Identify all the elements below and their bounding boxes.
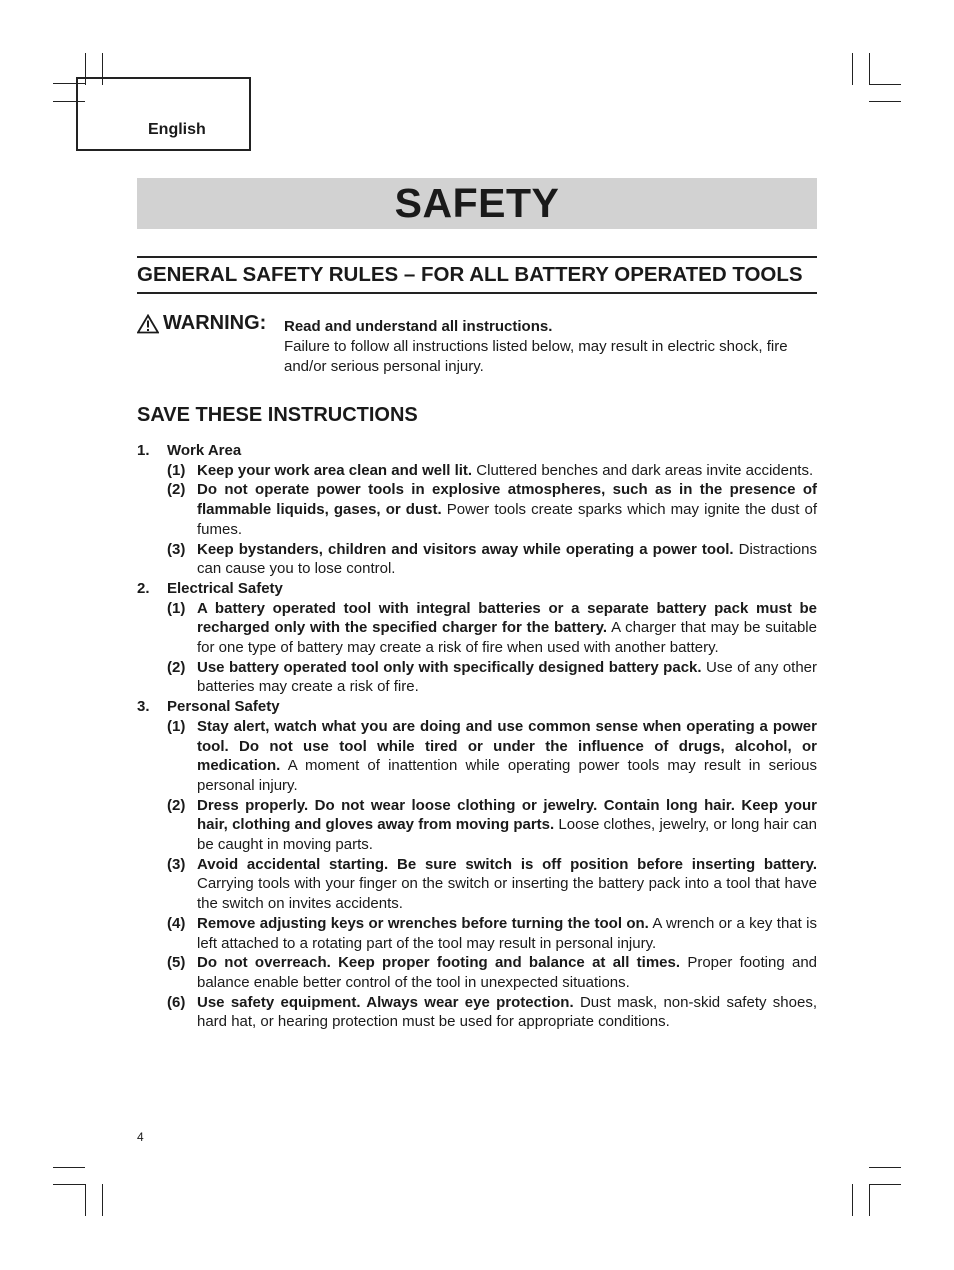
item-number: (1) [167, 599, 186, 617]
crop-mark [53, 1184, 85, 1185]
item-number: (6) [167, 993, 186, 1011]
item-text: A charger that may be suitable for one type of battery may create a risk of fire when used with another battery. [197, 619, 817, 657]
item-text: Dust mask, non-skid safety shoes, hard hat, or hearing protection must be used for appropriate conditions. [197, 993, 817, 1031]
item-text: Loose clothes, jewelry, or long hair can be caught in moving parts. [197, 816, 817, 854]
save-instructions-heading: SAVE THESE INSTRUCTIONS [137, 404, 418, 426]
item-number: (2) [167, 796, 186, 814]
item-text: Power tools create sparks which may ignite the dust of fumes. [197, 501, 817, 538]
item-bold-text: Do not overreach. Keep proper footing and balance at all times. [197, 954, 681, 972]
item-number: (3) [167, 540, 186, 558]
list-item [137, 717, 817, 796]
item-text: Proper footing and balance enable better control of the tool in unexpected situations. [197, 954, 818, 991]
list-item [137, 461, 817, 481]
item-number: (3) [167, 855, 186, 873]
crop-mark [85, 1184, 86, 1216]
warning-bold-text: Read and understand all instructions. [284, 318, 553, 335]
section-rule-top [137, 256, 817, 258]
item-bold-text: Use safety equipment. Always wear eye protection. [197, 993, 574, 1011]
crop-mark [53, 1167, 85, 1168]
section-heading-text: Personal Safety [167, 698, 280, 716]
crop-mark [102, 1184, 103, 1216]
item-bold-text: Dress properly. Do not wear loose clothing or jewelry. Contain long hair. Keep your hair, clothing and gloves away from moving parts. [197, 796, 817, 834]
item-bold-text: Keep your work area clean and well lit. [197, 461, 473, 479]
language-label: English [148, 121, 206, 138]
item-text: Cluttered benches and dark areas invite accidents. [476, 461, 814, 479]
list-item [137, 953, 817, 992]
item-bold-text: Use battery operated tool only with specifically designed battery pack. [197, 658, 702, 676]
list-item [137, 796, 817, 855]
item-number: (4) [167, 914, 186, 932]
list-item [137, 480, 817, 539]
list-item [137, 855, 817, 914]
warning-body-text: Failure to follow all instructions listed below, may result in electric shock, fire and/or serious personal injury. [284, 338, 788, 375]
crop-mark [869, 1184, 901, 1185]
warning-label: WARNING: [163, 312, 267, 334]
section-heading [137, 697, 817, 717]
list-item [137, 658, 817, 697]
item-number: (2) [167, 658, 186, 676]
list-item [137, 599, 817, 658]
crop-mark [869, 101, 901, 102]
warning-triangle-icon [137, 314, 159, 334]
item-text: A moment of inattention while operating power tools may result in serious personal injury. [197, 757, 817, 794]
item-bold-text: Keep bystanders, children and visitors away while operating a power tool. [197, 540, 734, 558]
item-number: (2) [167, 481, 186, 499]
item-text: Distractions can cause you to lose control. [197, 540, 817, 578]
section-heading-text: Work Area [167, 442, 242, 459]
page-number: 4 [137, 1130, 144, 1144]
section-rule-bottom [137, 292, 817, 294]
section-heading-text: Electrical Safety [167, 579, 283, 597]
list-item [137, 540, 817, 579]
crop-mark [869, 1167, 901, 1168]
section-number: 1. [137, 442, 150, 459]
crop-mark [852, 53, 853, 85]
item-bold-text: Stay alert, watch what you are doing and use common sense when operating a power tool. Do not use tool while tired or under the influence of drugs, alcohol, or medication. [197, 717, 817, 775]
item-bold-text: Remove adjusting keys or wrenches before turning the tool on. [197, 914, 649, 932]
item-text: Use of any other batteries may create a risk of fire. [197, 658, 818, 696]
crop-mark [869, 84, 901, 85]
list-item [137, 914, 817, 953]
safety-rules-list [137, 441, 817, 1032]
crop-mark [869, 1184, 870, 1216]
list-item [137, 993, 817, 1032]
crop-mark [869, 53, 870, 85]
item-number: (5) [167, 954, 186, 972]
section-heading [137, 441, 817, 461]
item-bold-text: Do not operate power tools in explosive atmospheres, such as in the presence of flammable liquids, gases, or dust. [197, 481, 817, 519]
item-bold-text: Avoid accidental starting. Be sure switch is off position before inserting battery. [197, 855, 817, 873]
item-text: Carrying tools with your finger on the switch or inserting the battery pack into a tool that have the switch on invites accidents. [197, 875, 817, 913]
language-box [76, 77, 251, 151]
item-text: A wrench or a key that is left attached to a rotating part of the tool may result in personal injury. [197, 914, 818, 952]
section-number: 3. [137, 698, 150, 716]
section-title: GENERAL SAFETY RULES – FOR ALL BATTERY OPERATED TOOLS [137, 263, 803, 286]
warning-text [284, 317, 818, 377]
title-bar [137, 178, 817, 229]
item-number: (1) [167, 717, 186, 735]
section-number: 2. [137, 579, 150, 597]
page-title: SAFETY [394, 180, 560, 226]
item-bold-text: A battery operated tool with integral batteries or a separate battery pack must be recharged only with the specified charger for the battery. [197, 599, 817, 637]
section-heading [137, 579, 817, 599]
item-number: (1) [167, 461, 186, 479]
crop-mark [852, 1184, 853, 1216]
